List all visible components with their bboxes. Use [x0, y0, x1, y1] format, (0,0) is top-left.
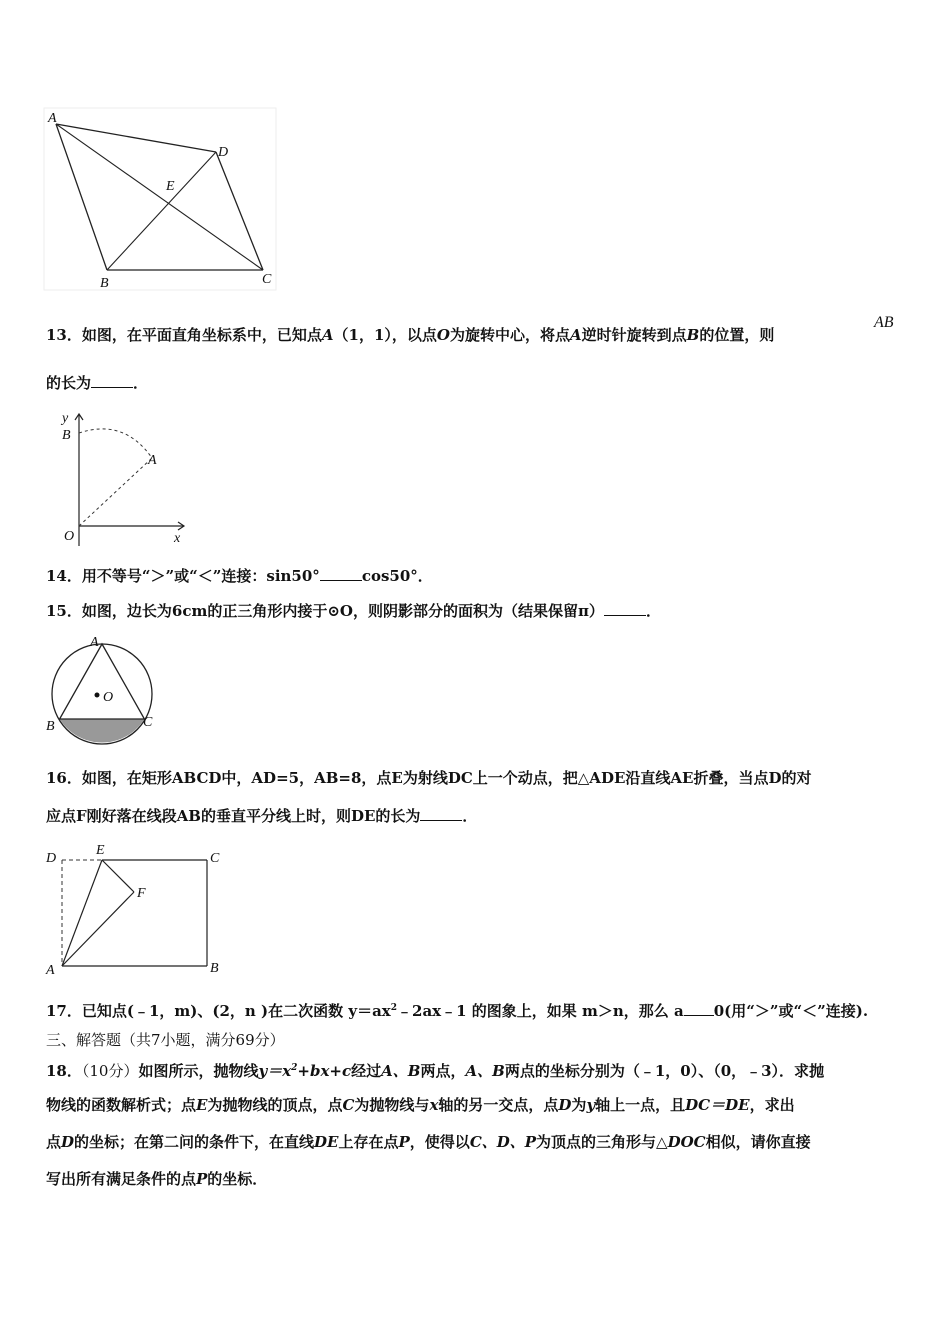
label-E: E: [96, 843, 105, 858]
arc-ab-notation: AB: [874, 314, 894, 331]
answer-blank: [420, 806, 462, 821]
label-A: A: [148, 453, 157, 468]
label-x: x: [174, 531, 181, 546]
question-17: 17．已知点(﹣1，m)、(2，n )在二次函数 $y=ax^2﹣2ax﹣1$ 的图象上，如果 m＞n，那么 a 0(用“＞”或“＜”连接).: [46, 1002, 869, 1020]
section-heading: 三、解答题（共7小题，满分69分）: [46, 1031, 285, 1049]
label-A: A: [46, 963, 55, 978]
question-15: 15．如图，边长为6cm的正三角形内接于⊙O，则阴影部分的面积为（结果保留π） ．: [46, 602, 661, 620]
label-A: A: [48, 111, 57, 126]
question-18: 18．（10分）如图所示，抛物线$y=x^2+bx+c$经过A、B两点，A、B两点的坐标分别为（﹣1，0）、（0，﹣3）．求抛: [46, 1062, 825, 1080]
rectangle-fold-figure: [42, 840, 232, 980]
label-B: B: [62, 428, 71, 443]
question-13-line2: 的长为 ．: [46, 374, 149, 392]
label-D: D: [218, 145, 229, 160]
question-18-line2: 物线的函数解析式；点E为抛物线的顶点，点C为抛物线与x轴的另一交点，点D为y轴上一点，且DC＝DE，求出: [46, 1096, 795, 1114]
label-O: O: [64, 529, 75, 544]
question-18-line4: 写出所有满足条件的点P的坐标．: [46, 1170, 268, 1188]
coordinate-figure: [44, 408, 194, 548]
question-16: 16．如图，在矩形ABCD中，AD=5，AB=8，点E为射线DC上一个动点，把△ADE沿直线AE折叠，当点D的对: [46, 769, 812, 787]
label-C: C: [262, 272, 272, 287]
answer-blank: [320, 566, 362, 581]
label-C: C: [143, 715, 153, 730]
question-16-line2: 应点F刚好落在线段AB的垂直平分线上时，则DE的长为 ．: [46, 807, 478, 825]
question-18-line3: 点D的坐标；在第二问的条件下，在直线DE上存在点P，使得以C、D、P为顶点的三角形与△DOC相似，请你直接: [46, 1133, 811, 1151]
label-A: A: [90, 635, 99, 650]
answer-blank: [91, 373, 133, 388]
label-B: B: [100, 276, 109, 291]
label-C: C: [210, 851, 220, 866]
label-F: F: [137, 886, 146, 901]
circle-triangle-figure: [42, 632, 162, 752]
label-E: E: [166, 179, 175, 194]
label-B: B: [46, 719, 55, 734]
label-D: D: [46, 851, 57, 866]
answer-blank: [604, 601, 646, 616]
question-13: 13．如图，在平面直角坐标系中，已知点A（1，1），以点O为旋转中心，将点A逆时针旋转到点B的位置，则: [46, 326, 775, 344]
label-O: O: [103, 690, 114, 705]
label-y: y: [62, 411, 69, 426]
question-14: 14．用不等号“＞”或“＜”连接：sin50° cos50°．: [46, 567, 433, 585]
label-B: B: [210, 961, 219, 976]
answer-blank: [684, 1001, 714, 1016]
quadrilateral-figure: [40, 100, 280, 295]
